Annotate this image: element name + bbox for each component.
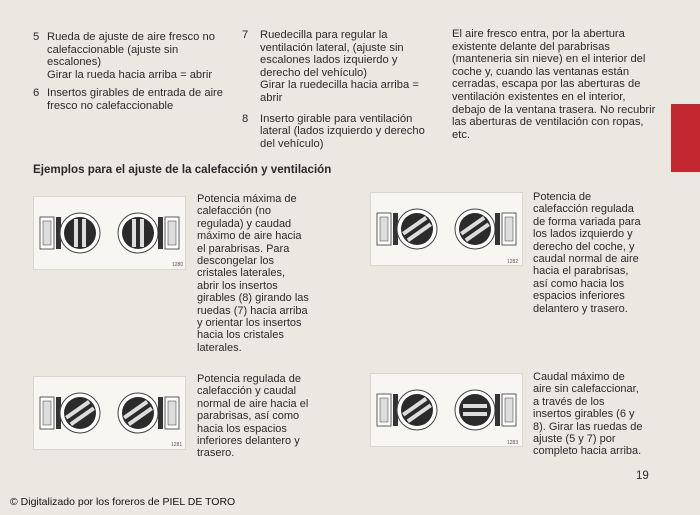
control-panel-illustration-4 bbox=[370, 373, 523, 447]
item-text: Rueda de ajuste de aire fresco no calefaccionable (ajuste sin escalones) bbox=[47, 31, 215, 69]
item-extra: Girar la ruedecilla hacia arriba = abrir bbox=[260, 79, 419, 104]
figure-code: 1281 bbox=[171, 442, 183, 448]
footer-credit: © Digitalizado por los foreros de PIEL DE TORO bbox=[10, 496, 236, 508]
list-item-6 bbox=[33, 87, 223, 112]
figure-code: 1283 bbox=[507, 440, 519, 446]
vent-controls-graphic bbox=[34, 197, 185, 269]
intro-paragraph: El aire fresco entra, por la abertura existente delante del parabrisas (manteneria sin nieve) en el interior del coche y, cuando las ventanas están cerradas, escapa por las aberturas de ventilación existentes en el interior, debajo de la ventana trasera. No recubrir las aberturas de ventilación con ropas, etc. bbox=[452, 28, 656, 141]
item-number: 5 bbox=[33, 31, 40, 43]
section-heading: Ejemplos para el ajuste de la calefacción y ventilación bbox=[33, 163, 332, 176]
column-items-5-6 bbox=[33, 31, 223, 119]
figure-code: 1280 bbox=[172, 262, 184, 268]
item-text: Ruedecilla para regular la ventilación lateral, (ajuste sin escalones lados izquierdo y derecho del vehículo) bbox=[260, 29, 404, 79]
example-description-3: Potencia regulada de calefacción y caudal normal de aire hacia el parabrisas, así como hacia los espacios inferiores delantero y trasero. bbox=[197, 373, 309, 460]
item-extra: Girar la rueda hacia arriba = abrir bbox=[47, 68, 213, 81]
item-number: 7 bbox=[242, 29, 249, 41]
vent-controls-graphic bbox=[34, 377, 185, 449]
item-number: 8 bbox=[242, 112, 249, 125]
vent-controls-graphic bbox=[371, 193, 522, 265]
item-text: Insertos girables de entrada de aire fresco no calefaccionable bbox=[47, 87, 224, 112]
control-panel-illustration-3 bbox=[33, 376, 186, 450]
page-number: 19 bbox=[636, 470, 649, 482]
list-item-8 bbox=[242, 113, 437, 151]
control-panel-illustration-1 bbox=[33, 196, 186, 270]
example-description-1: Potencia máxima de calefacción (no regulada) y caudad máximo de aire hacia el parabrisas. Para descongelar los cristales laterales, abrir los insertos girables (8) girando las ruedas (7) hacia arriba y orientar los insertos hacia los cristales laterales. bbox=[197, 193, 309, 354]
example-description-2: Potencia de calefacción regulada de forma variada para los lados izquierdo y derecho del coche, y caudal normal de aire hacia el parabrisas, así como hacia los espacios inferiores delantero y trasero. bbox=[533, 191, 641, 315]
example-description-4: Caudal máximo de aire sin calefaccionar, a través de los insertos girables (6 y 8). Girar las ruedas de ajuste (5 y 7) por completo hacia arriba. bbox=[533, 371, 643, 458]
item-number: 6 bbox=[33, 87, 40, 100]
list-item-7 bbox=[242, 29, 437, 105]
section-tab-marker bbox=[671, 104, 700, 172]
vent-controls-graphic bbox=[371, 374, 522, 446]
figure-code: 1282 bbox=[507, 259, 519, 265]
list-item-5 bbox=[33, 31, 223, 81]
column-items-7-8 bbox=[242, 29, 437, 156]
item-text: Inserto girable para ventilación lateral (lados izquierdo y derecho del vehículo) bbox=[260, 112, 425, 150]
control-panel-illustration-2 bbox=[370, 192, 523, 266]
